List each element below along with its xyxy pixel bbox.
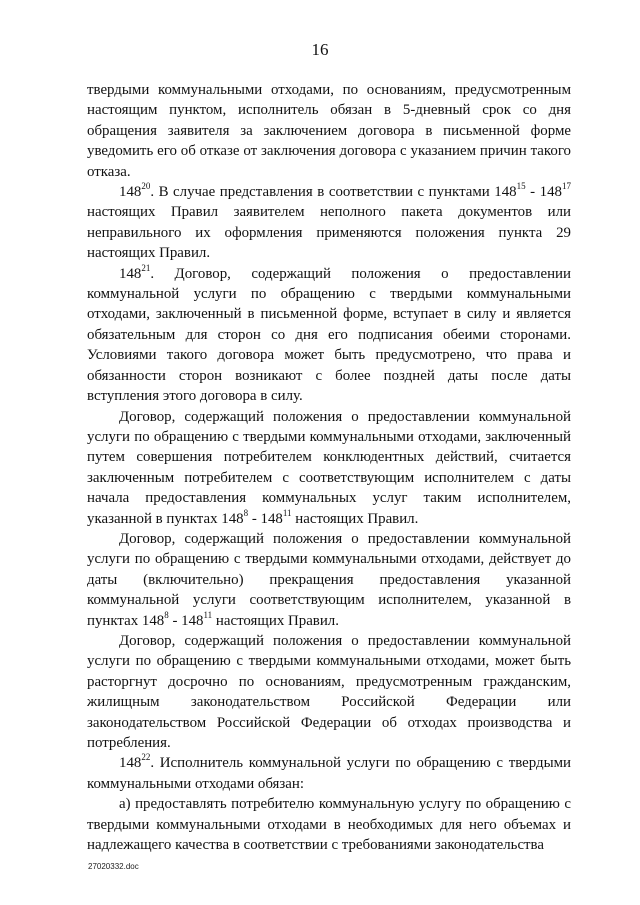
superscript-index: 11: [282, 507, 292, 518]
paragraph-text: 148: [119, 755, 142, 772]
superscript-index: 8: [164, 609, 169, 620]
paragraph: [87, 407, 571, 529]
paragraph-text: настоящих Правил.: [291, 510, 419, 527]
paragraph: [87, 80, 571, 182]
paragraph-text: твердыми коммунальными отходами, по основаниям, предусмотренным настоящим пунктом, исполнитель обязан в 5-дневный срок со дня обращения заявителя за заключением договора в письменной форме уведомить его об отказе от заключения договора с указанием причин такого отказа.: [87, 82, 571, 180]
paragraph-text: - 148: [248, 510, 283, 527]
paragraph-text: настоящих Правил заявителем неполного пакета документов или неправильного их оформления применяются положения пункта 29 настоящих Правил.: [87, 204, 571, 262]
page-number: 16: [311, 40, 329, 59]
paragraph: [87, 794, 571, 855]
paragraph: [87, 529, 571, 631]
paragraph: [87, 182, 571, 264]
paragraph-text: настоящих Правил.: [212, 612, 339, 629]
paragraph: [87, 264, 571, 407]
paragraph: [87, 631, 571, 753]
paragraph-text: Договор, содержащий положения о предоставлении коммунальной услуги по обращению с твердыми коммунальными отходами, действует до даты (включительно) прекращения предоставления указанной коммунальной услуги соответствующим исполнителем, указанной в пунктах 148: [87, 530, 571, 629]
paragraph-text: Договор, содержащий положения о предоставлении коммунальной услуги по обращению с твердыми коммунальными отходами, может быть расторгнут досрочно по основаниям, предусмотренным гражданским, жилищным законодательством Российской Федерации или законодательством Российской Федерации об отходах производства и потребления.: [87, 632, 571, 751]
paragraph-text: - 148: [168, 612, 204, 629]
paragraph-text: - 148: [525, 184, 562, 201]
paragraph-text: . В случае представления в соответствии с пунктами 148: [150, 184, 517, 201]
paragraph-text: а) предоставлять потребителю коммунальную услугу по обращению с твердыми коммунальными отходами в необходимых для него объемах и надлежащего качества в соответствии с требованиями законодательства: [87, 796, 571, 854]
footer-filename: 27020332.doc: [88, 862, 139, 871]
document-body: [87, 80, 571, 855]
superscript-index: 11: [203, 609, 213, 620]
paragraph-text: . Договор, содержащий положения о предоставлении коммунальной услуги по обращению с твердыми коммунальными отходами, заключенный в письменной форме, вступает в силу и является обязательным для сторон со дня его подписания обеими сторонами. Условиями такого договора может быть предусмотрено, что права и обязанности сторон возникают с более поздней даты после даты вступления этого договора в силу.: [87, 265, 571, 405]
superscript-index: 8: [243, 507, 249, 518]
superscript-index: 17: [562, 181, 571, 192]
paragraph-text: Договор, содержащий положения о предоставлении коммунальной услуги по обращению с твердыми коммунальными отходами, заключенный путем совершения потребителем конклюдентных действий, считается заключенным потребителем с соответствующим исполнителем с даты начала предоставления коммунальных услуг таким исполнителем, указанной в пунктах 148: [87, 408, 571, 527]
paragraph-text: 148: [119, 265, 142, 282]
superscript-index: 15: [516, 181, 526, 192]
paragraph: [87, 753, 571, 794]
paragraph-text: . Исполнитель коммунальной услуги по обращению с твердыми коммунальными отходами обязан:: [87, 755, 571, 792]
superscript-index: 21: [141, 262, 151, 273]
superscript-index: 22: [141, 752, 151, 763]
paragraph-text: 148: [119, 184, 142, 201]
superscript-index: 20: [141, 181, 151, 192]
